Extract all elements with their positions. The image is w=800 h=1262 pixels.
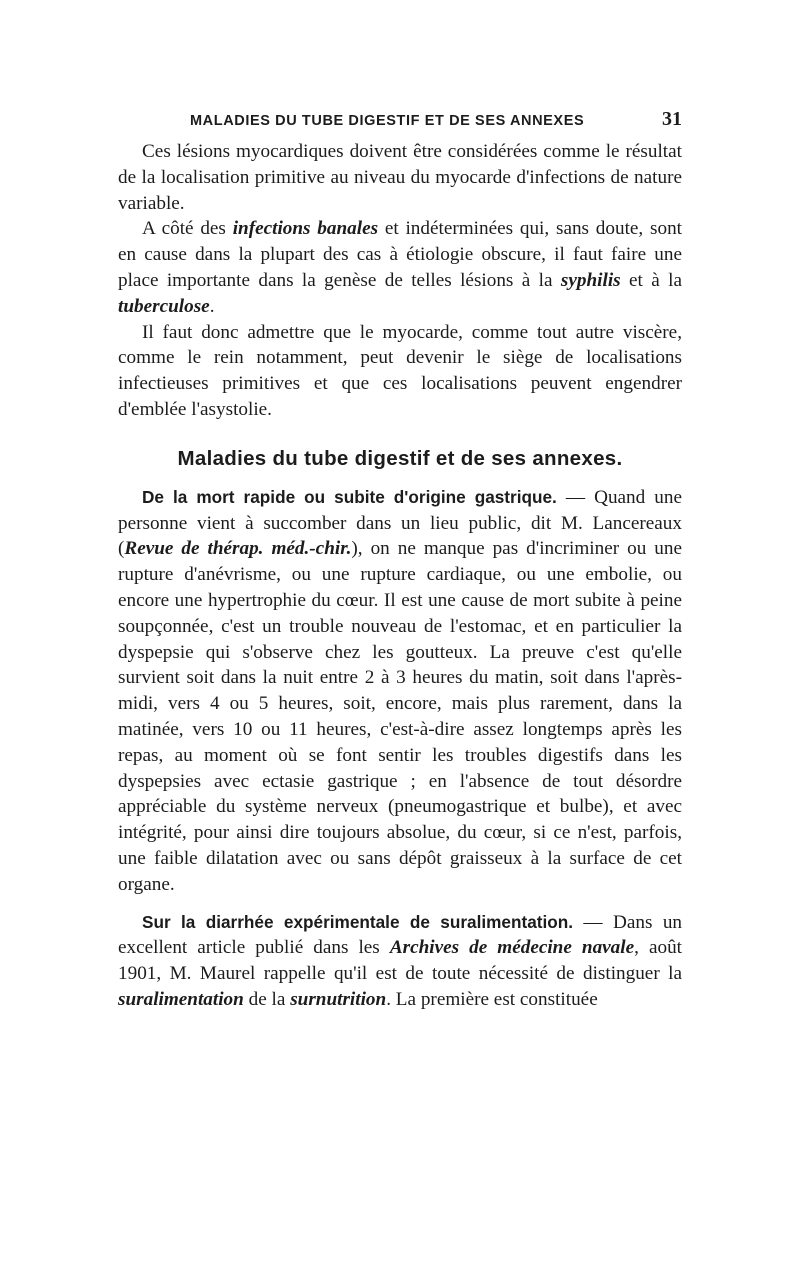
page-number: 31 [662, 108, 682, 130]
text-run: et à la [620, 269, 682, 291]
text-run: ), on ne manque pas d'incriminer ou une rupture d'anévrisme, ou une rupture cardiaque, ou une embolie, ou encore une hypertrophie du cœur. Il est une cause de mort subite à peine soupçonnée, c'est un trouble nouveau de l'estomac, et en particulier la dyspepsie qui s'observe chez les goutteux. La preuve c'est qu'elle survient soit dans la nuit entre 2 à 3 heures du matin, soit dans l'après-midi, vers 4 ou 5 heures, soit, encore, mais plus rarement, dans la matinée, vers 10 ou 11 heures, c'est-à-dire assez longtemps après les repas, au moment où se font sentir les troubles digestifs dans les dyspepsies avec ectasie gastrique ; en l'absence de tout désordre appréciable du système nerveux (pneumogastrique et bulbe), et avec intégrité, pour ainsi dire toujours absolue, du cœur, si ce n'est, parfois, une faible dilatation avec ou sans dépôt graisseux à la surface de cet organe. [118, 538, 682, 895]
paragraph-text: Il faut donc admettre que le myocarde, comme tout autre viscère, comme le rein notamment, peut devenir le siège de localisations infectieuses primitives et que ces localisations peuvent engendrer d'emblée l'asystolie. [118, 321, 682, 420]
paragraph-gap [118, 898, 682, 910]
paragraph-infections [118, 216, 682, 319]
text-run: . La première est constituée [386, 988, 598, 1010]
italic-term-syphilis: syphilis [560, 269, 621, 291]
journal-citation: Revue de thérap. méd.-chir. [124, 538, 352, 560]
italic-term-tuberculose: tuberculose [118, 295, 210, 317]
text-run: A côté des [142, 218, 233, 240]
run-in-heading-diarrhee: Sur la diarrhée expérimentale de suralimentation. [142, 911, 574, 932]
text-run: , août 1901, M. Maurel rappelle qu'il est de toute nécessité de distinguer la [118, 937, 682, 985]
paragraph-diarrhee [118, 910, 682, 1013]
running-header [118, 108, 682, 131]
italic-term-infections-banales: infections banales [232, 218, 379, 240]
run-in-heading-mort-rapide: De la mort rapide ou subite d'origine gastrique. [142, 486, 557, 507]
italic-term-surnutrition: surnutrition [290, 988, 387, 1010]
text-run: — Dans un excellent article publié dans les [118, 911, 683, 959]
text-run: — Quand une personne vient à succomber dans un lieu public, dit M. Lancereaux ( [118, 486, 682, 560]
text-run: de la [243, 988, 291, 1010]
paragraph-asystolie [118, 320, 682, 423]
section-title: Maladies du tube digestif et de ses annexes. [177, 446, 623, 470]
paragraph-myocardial-lesions [118, 139, 682, 216]
text-run: . [209, 295, 215, 317]
italic-term-suralimentation: suralimentation [118, 988, 244, 1010]
text-run: et indéterminées qui, sans doute, sont en cause dans la plupart des cas à étiologie obscure, il faut faire une place importante dans la genèse de telles lésions à la [118, 218, 682, 291]
paragraph-mort-subite [118, 485, 682, 898]
book-page [118, 108, 682, 1013]
journal-title: Archives de médecine navale [389, 937, 635, 959]
paragraph-text: Ces lésions myocardiques doivent être considérées comme le résultat de la localisation primitive au niveau du myocarde d'infections de nature variable. [118, 141, 682, 214]
running-title: MALADIES DU TUBE DIGESTIF ET DE SES ANNEXES [190, 113, 585, 129]
